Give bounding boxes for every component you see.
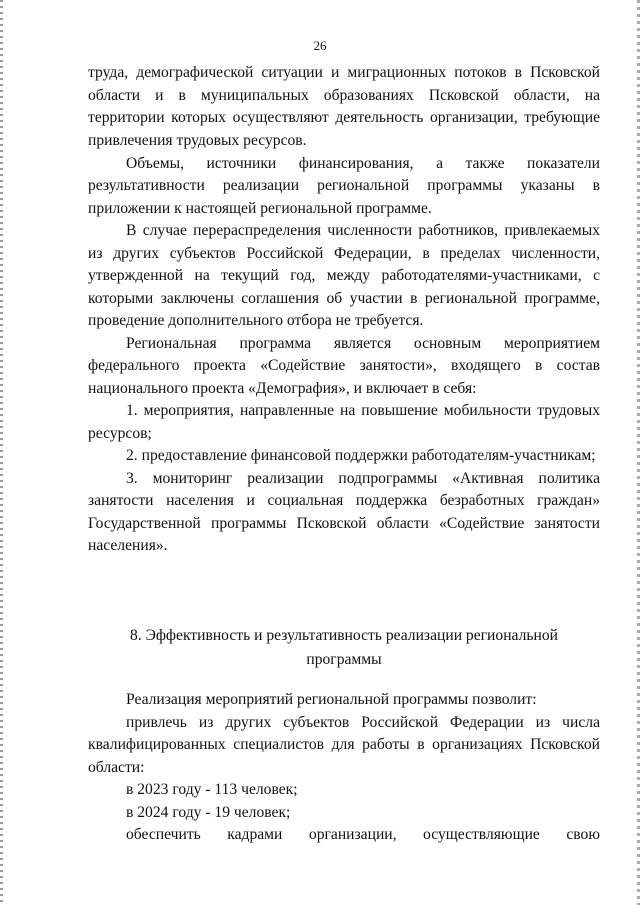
paragraph-provide: обеспечить кадрами организации, осуществляющие свою [126, 826, 600, 843]
scan-edge-left [0, 0, 3, 905]
paragraph-program-role: Региональная программа является основным мероприятием федерального проекта «Содействие занятости», входящего в состав национального проекта «Демография», и включает в себя: [88, 334, 600, 397]
section-heading-line-2: программы [306, 651, 382, 668]
year-2024-item: в 2024 году - 19 человек; [126, 803, 291, 821]
page-number: 26 [313, 38, 327, 53]
section-text [88, 689, 600, 847]
paragraph-attract: привлечь из других субъектов Российской Федерации из числа квалифицированных специалистов для работы в организациях Псковской области: [88, 713, 600, 776]
section-heading [88, 624, 600, 672]
paragraph-funding: Объемы, источники финансирования, а также показатели результативности реализации региональной программы указаны в приложении к настоящей региональной программе. [88, 154, 600, 217]
paragraph-continuation: труда, демографической ситуации и миграционных потоков в Псковской области и в муниципальных образованиях Псковской области, на территории которых осуществляют деятельность организации, требующие привлечения трудовых ресурсов. [88, 64, 600, 149]
main-text [88, 62, 600, 558]
list-item-mobility: 1. мероприятия, направленные на повышение мобильности трудовых ресурсов; [88, 402, 600, 442]
year-2023-item: в 2023 году - 113 человек; [126, 781, 298, 798]
list-item-financial-support: 2. предоставление финансовой поддержки работодателям-участникам; [126, 447, 596, 464]
paragraph-redistribution: В случае перераспределения численности работников, привлекаемых из других субъектов Российской Федерации, в пределах численности, утвержденной на текущий год, между работодателями-участниками, с которыми заключены соглашения об участии в региональной программе, проведение дополнительного отбора не требуется. [88, 222, 600, 329]
paragraph-intro: Реализация мероприятий региональной программы позволит: [126, 691, 537, 708]
section-heading-line-1: 8. Эффективность и результативность реализации региональной [130, 627, 558, 644]
list-item-monitoring: 3. мониторинг реализации подпрограммы «Активная политика занятости населения и социальная поддержка безработных граждан» Государственной программы Псковской области «Содействие занятости населения». [88, 469, 600, 554]
